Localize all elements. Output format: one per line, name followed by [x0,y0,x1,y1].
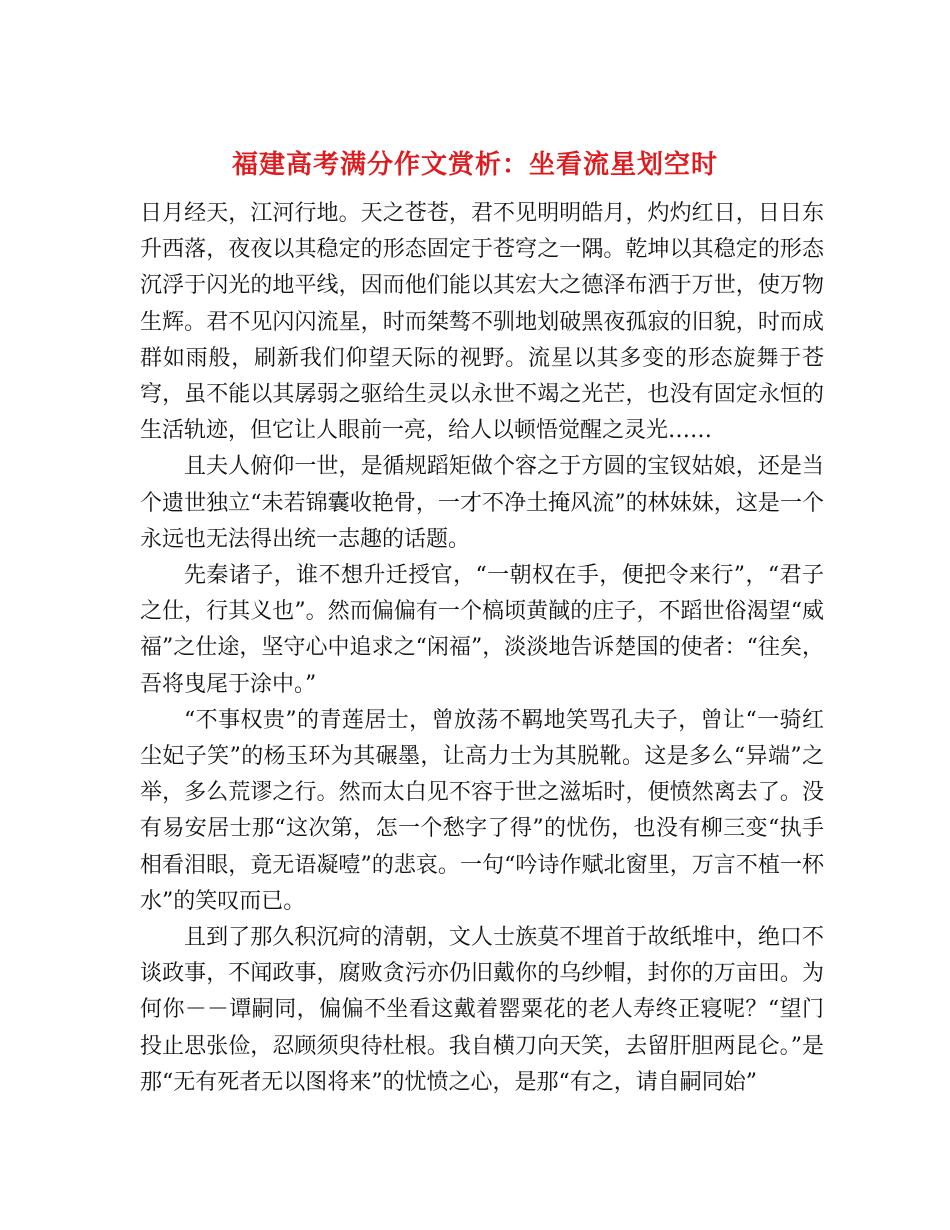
paragraph-2: 且夫人俯仰一世，是循规蹈矩做个容之于方圆的宝钗姑娘，还是当个遗世独立“未若锦囊收艳骨，一才不净土掩风流”的林妹妹，这是一个永远也无法得出统一志趣的话题。 [140,454,824,552]
document-title: 福建高考满分作文赏析：坐看流星划空时 [231,150,718,181]
document-body [140,196,824,1101]
paragraph-5: 且到了那久积沉疴的清朝，文人士族莫不埋首于故纸堆中，绝口不谈政事，不闻政事，腐败贪污亦仍旧戴你的乌纱帽，封你的万亩田。为何你－－谭嗣同，偏偏不坐看这戴着罂粟花的老人寿终正寝呢？“望门投止思张俭，忍顾须臾待杜根。我自横刀向天笑，去留肝胆两昆仑。”是那“无有死者无以图将来”的忧愤之心，是那“有之，请自嗣同始” [140,925,824,1095]
paragraph-4: “不事权贵”的青莲居士，曾放荡不羁地笑骂孔夫子，曾让“一骑红尘妃子笑”的杨玉环为其碾墨，让高力士为其脱靴。这是多么“异端”之举，多么荒谬之行。然而太白见不容于世之滋垢时，便愤然离去了。没有易安居士那“这次第，怎一个愁字了得”的忧伤，也没有柳三变“执手相看泪眼，竟无语凝噎”的悲哀。一句“吟诗作赋北窗里，万言不植一杯水”的笑叹而已。 [140,707,824,914]
paragraph-3: 先秦诸子，谁不想升迁授官，“一朝权在手，便把令来行”，“君子之仕，行其义也”。然而偏偏有一个槁顷黄馘的庄子，不蹈世俗渴望“威福”之仕途，坚守心中追求之“闲福”，淡淡地告诉楚国的使者：“往矣，吾将曳尾于涂中。” [140,563,824,697]
paragraph-1: 日月经天，江河行地。天之苍苍，君不见明明皓月，灼灼红日，日日东升西落，夜夜以其稳定的形态固定于苍穹之一隅。乾坤以其稳定的形态沉浮于闪光的地平线，因而他们能以其宏大之德泽布洒于万世，使万物生辉。君不见闪闪流星，时而桀骜不驯地划破黑夜孤寂的旧貌，时而成群如雨般，刷新我们仰望天际的视野。流星以其多变的形态旋舞于苍穹，虽不能以其孱弱之驱给生灵以永世不竭之光芒，也没有固定永恒的生活轨迹，但它让人眼前一亮，给人以顿悟觉醒之灵光…… [140,201,824,444]
